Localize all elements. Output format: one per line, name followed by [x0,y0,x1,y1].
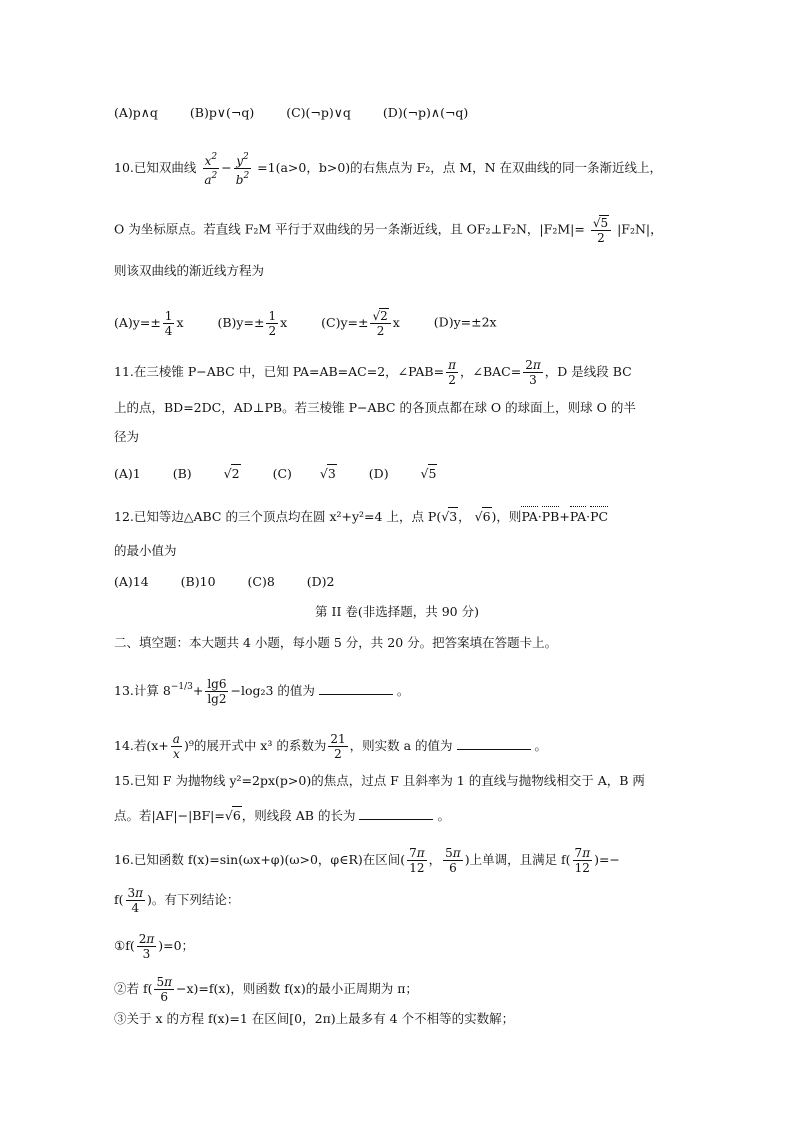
q14-answer-blank[interactable] [457,737,531,750]
q11-option-d: (D) √5 [368,466,437,481]
q14-line: 14.若(x+ $\frac{a}{x}$ )⁹的展开式中 x³ 的系数为 $\frac{21}{2}$ ，则实数 a 的值为 。 [114,732,548,761]
q16-conclusion-2: ②若 f( $\frac{5\pi}{6}$ −x)=f(x)，则函数 f(x)的最小正周期为 π； [114,975,418,1004]
q9-options [114,104,468,122]
q10-line1-rest: =1(a>0，b>0)的右焦点为 F₂，点 M，N 在双曲线的同一条渐近线上， [257,160,662,175]
q12-line1: 12.已知等边△ABC 的三个顶点均在圆 x²+y²=4 上，点 P(√3， √6)，则PA·PB+PA·PC [114,506,608,526]
q13-text: 13.计算 8 [114,683,171,698]
q11-line1-text: 11.在三棱锥 P−ABC 中，已知 PA=AB=AC=2，∠PAB= [114,364,445,379]
q15-answer-blank[interactable] [359,807,433,820]
q11-option-c: (C) √3 [272,466,336,481]
section-title: 第 II 卷(非选择题，共 90 分) [315,604,479,619]
q12-option-c: (C)8 [247,574,275,589]
q14-text: 14.若(x+ [114,738,169,753]
q10-line2-end: |F₂N|， [617,221,663,237]
q9-option-c: (C)(¬p)∨q [286,105,351,120]
q10-line1: 10.已知双曲线 $\frac{x^2}{a^2}$ − $\frac{y^2}{b^2}$ =1(a>0，b>0)的右焦点为 F₂，点 M，N 在双曲线的同一条渐近线上， [114,152,662,187]
q10-option-d: (D)y=±2x [433,314,497,330]
q9-option-d: (D)(¬p)∧(¬q) [382,105,469,120]
q9-option-b: (B)p∨(¬q) [189,105,255,120]
q10-option-c: (C)y=± $\frac{√2}{2}$ x [321,309,400,338]
q15-line2: 点。若|AF|−|BF|=√6，则线段 AB 的长为 。 [114,808,450,823]
q12-option-d: (D)2 [306,574,335,589]
hyperbola-y-term: $\frac{y^2}{b^2}$ [235,152,250,187]
q12-line2: 的最小值为 [114,543,177,558]
q10-line2-text: O 为坐标原点。若直线 F₂M 平行于双曲线的另一条渐近线，且 OF₂⊥F₂N，|F₂M|= [114,221,585,237]
q11-line1: 11.在三棱锥 P−ABC 中，已知 PA=AB=AC=2，∠PAB= $\frac{\pi}{2}$ ，∠BAC= $\frac{2\pi}{3}$ ，D 是线段 BC [114,358,632,387]
q11-line3: 径为 [114,429,140,444]
q11-line2: 上的点，BD=2DC，AD⊥PB。若三棱锥 P−ABC 的各顶点都在球 O 的球面上，则球 O 的半 [114,400,636,415]
q10-number-text: 10.已知双曲线 [114,160,197,175]
q15-text: 点。若|AF|−|BF|= [114,808,225,823]
q15-line1: 15.已知 F 为抛物线 y²=2px(p>0)的焦点，过点 F 且斜率为 1 的直线与抛物线相交于 A，B 两 [114,773,645,788]
q16-conclusion-3: ③关于 x 的方程 f(x)=1 在区间[0，2π)上最多有 4 个不相等的实数解； [114,1011,515,1026]
q12-option-b: (B)10 [180,574,216,589]
q13-line: 13.计算 $8^{-1/3}+$ $\frac{\lg 6}{\lg 2}$ −log₂3 的值为 。 [114,677,410,706]
sqrt5-over-2: $\frac{√5}{2}$ [591,215,611,245]
q12-option-a: (A)14 [114,574,149,589]
q16-conclusion-1: ①f( $\frac{2\pi}{3}$ )=0； [114,932,195,961]
q16-line1: 16.已知函数 f(x)=sin(ωx+φ)(ω>0，φ∈R)在区间( $\frac{7\pi}{12}$ ， $\frac{5\pi}{6}$ )上单调，且满足 f( $\frac{7\pi}{12}$ )=− [114,846,620,875]
q10-options [114,308,497,338]
q12-line1-text: 12.已知等边△ABC 的三个顶点均在圆 x²+y²=4 上，点 P( [114,509,442,524]
q9-option-a: (A)p∧q [114,105,158,120]
q11-options [114,464,437,483]
q10-line2 [114,215,663,245]
q11-option-b: (B) √2 [172,466,240,481]
q10-line3: 则该双曲线的渐近线方程为 [114,263,265,278]
q10-option-b: (B)y=± $\frac{1}{2}$ x [217,308,288,338]
q16-line2: f( $\frac{3\pi}{4}$ )。有下列结论： [114,886,240,915]
section-heading: 二、填空题：本大题共 4 小题，每小题 5 分，共 20 分。把答案填在答题卡上。 [114,635,558,650]
hyperbola-x-term: $\frac{x^2}{a^2}$ [204,152,218,187]
q16-text: 16.已知函数 f(x)=sin(ωx+φ)(ω>0，φ∈R)在区间( [114,852,406,867]
q13-answer-blank[interactable] [319,682,393,695]
q12-options [114,573,335,591]
q11-option-a: (A)1 [114,466,141,481]
q10-option-a: (A)y=± $\frac{1}{4}$ x [114,308,184,338]
